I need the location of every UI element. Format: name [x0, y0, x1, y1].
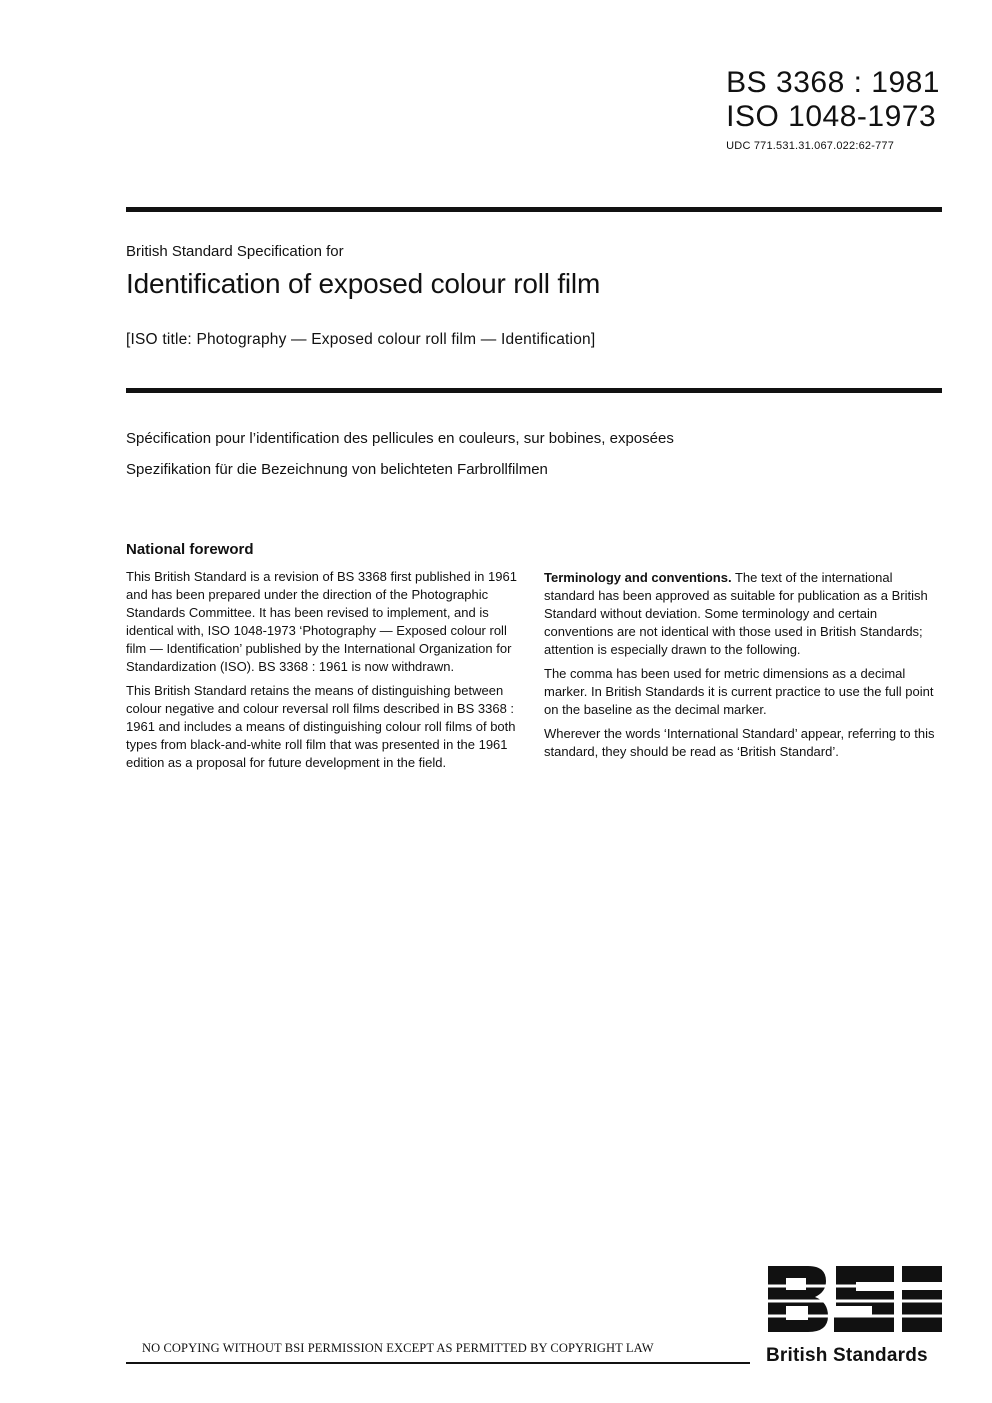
copyright-notice: NO COPYING WITHOUT BSI PERMISSION EXCEPT AS PERMITTED BY COPYRIGHT LAW: [142, 1341, 654, 1355]
iso-title: [ISO title: Photography — Exposed colour roll film — Identification]: [126, 331, 596, 348]
german-title: Spezifikation für die Bezeichnung von belichteten Farbrollfilmen: [126, 461, 548, 478]
copyright-rule: [126, 1362, 750, 1364]
international-standard-paragraph: Wherever the words ‘International Standard’ appear, referring to this standard, they should be read as ‘British Standard’.: [544, 726, 935, 759]
bs-number: BS 3368 : 1981: [726, 66, 940, 99]
bsi-logo-icon: [766, 1264, 944, 1334]
standard-identifiers: [726, 66, 940, 152]
terminology-paragraph: [544, 569, 944, 659]
terminology-heading: Terminology and conventions.: [544, 570, 732, 585]
page-title: Identification of exposed colour roll film: [126, 268, 601, 299]
spec-for-label: British Standard Specification for: [126, 243, 344, 260]
foreword-paragraph: This British Standard retains the means of distinguishing between colour negative and colour reversal roll films described in BS 3368 : 1961 and includes a means of distinguishing colour roll films of both types from black-and-white roll film that was presented in the 1961 edition as a proposal for future development in the field.: [126, 683, 516, 770]
top-rule: [126, 207, 942, 212]
foreword-left-column: [126, 568, 526, 778]
iso-number: ISO 1048-1973: [726, 100, 937, 133]
section-heading: National foreword: [126, 541, 254, 558]
udc-code: UDC 771.531.31.067.022:62-777: [726, 140, 895, 152]
french-title: Spécification pour l’identification des pellicules en couleurs, sur bobines, exposées: [126, 430, 674, 447]
bsi-logo-subtitle: British Standards: [766, 1345, 928, 1366]
decimal-marker-paragraph: The comma has been used for metric dimensions as a decimal marker. In British Standards it is current practice to use the full point on the baseline as the decimal marker.: [544, 666, 934, 717]
foreword-right-column: [544, 569, 944, 767]
foreword-paragraph: This British Standard is a revision of BS 3368 first published in 1961 and has been prepared under the direction of the Photographic Standards Committee. It has been revised to implement, and is identical with, ISO 1048-1973 ‘Photography — Exposed colour roll film — Identification’ published by the International Organization for Standardization (ISO). BS 3368 : 1961 is now withdrawn.: [126, 569, 517, 674]
middle-rule: [126, 388, 942, 393]
terminology-text: The text of the international standard has been approved as suitable for publication as a British Standard without deviation. Some terminology and certain conventions are not identical with those used in British Standards; attention is especially drawn to the following.: [544, 570, 928, 657]
